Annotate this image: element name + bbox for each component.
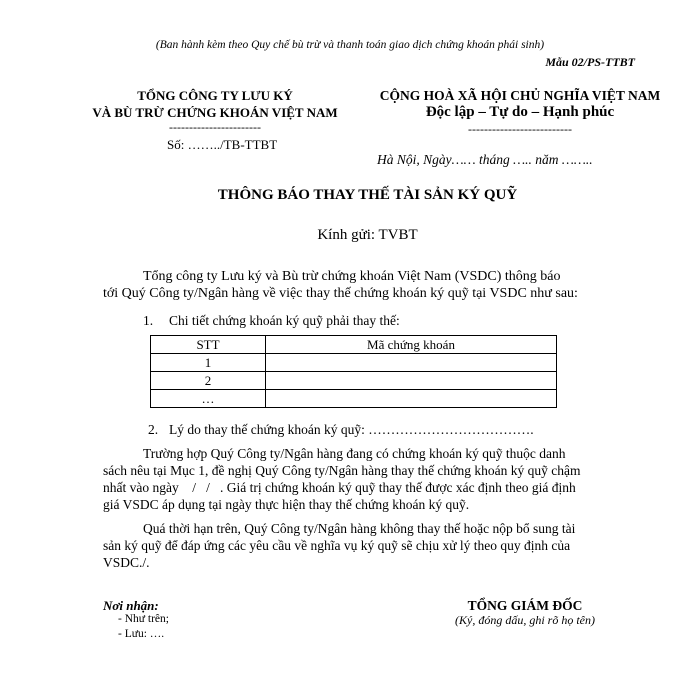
decree-note: (Ban hành kèm theo Quy chế bù trừ và thanh toán giao dịch chứng khoán phái sinh): [155, 39, 545, 51]
item-2-text: Lý do thay thế chứng khoán ký quỹ: ……………………………….: [169, 422, 534, 437]
para3-line-3: VSDC./.: [103, 555, 150, 570]
recipient-item: - Như trên;: [118, 613, 169, 625]
cell-security-code: [266, 354, 557, 372]
item-1-number: 1.: [143, 313, 154, 328]
nation-name: CỘNG HOÀ XÃ HỘI CHỦ NGHĨA VIỆT NAM: [379, 88, 661, 103]
para3-line-1: Quá thời hạn trên, Quý Công ty/Ngân hàng không thay thế hoặc nộp bổ sung tài: [143, 521, 576, 536]
signature-note: (Ký, đóng dấu, ghi rõ họ tên): [455, 613, 595, 627]
org-name-line1: TỔNG CÔNG TY LƯU KÝ: [137, 88, 293, 103]
org-name-line2: VÀ BÙ TRỪ CHỨNG KHOÁN VIỆT NAM: [92, 105, 338, 120]
document-number: Số: ……../TB-TTBT: [167, 137, 278, 152]
table-row: [151, 354, 557, 372]
table-row: [151, 390, 557, 408]
para2-line-2: sách nêu tại Mục 1, đề nghị Quý Công ty/Ngân hàng thay thế chứng khoán ký quỹ chậm: [103, 463, 581, 478]
intro-line-2: tới Quý Công ty/Ngân hàng về việc thay thế chứng khoán ký quỹ tại VSDC như sau:: [103, 286, 578, 301]
intro-line-1: Tổng công ty Lưu ký và Bù trừ chứng khoán Việt Nam (VSDC) thông báo: [143, 269, 561, 284]
table-header-row: [151, 336, 557, 354]
para2-line-4: giá VSDC áp dụng tại ngày thực hiện thay thế chứng khoán ký quỹ.: [103, 497, 470, 512]
form-code: Mẫu 02/PS-TTBT: [545, 55, 635, 69]
cell-stt: …: [151, 390, 266, 408]
date-line: Hà Nội, Ngày…… tháng ….. năm ……..: [377, 152, 593, 167]
cell-security-code: [266, 372, 557, 390]
recipient-line: Kính gửi: TVBT: [317, 227, 418, 243]
securities-table: [150, 335, 557, 408]
cell-stt: 1: [151, 354, 266, 372]
header-security-code: Mã chứng khoán: [266, 336, 557, 354]
item-1-text: Chi tiết chứng khoán ký quỹ phải thay thế:: [169, 313, 400, 328]
nation-motto: Độc lập – Tự do – Hạnh phúc: [425, 104, 615, 120]
document-title: THÔNG BÁO THAY THẾ TÀI SẢN KÝ QUỸ: [217, 187, 518, 203]
recipient-item: - Lưu: ….: [118, 628, 165, 640]
signature-title: TỔNG GIÁM ĐỐC: [467, 598, 583, 613]
header-stt: STT: [151, 336, 266, 354]
item-2-number: 2.: [148, 422, 159, 437]
table-row: [151, 372, 557, 390]
nation-divider: --------------------------: [468, 122, 572, 136]
para3-line-2: sản ký quỹ để đáp ứng các yêu cầu về nghĩa vụ ký quỹ sẽ chịu xử lý theo quy định của: [103, 538, 571, 553]
para2-line-3: nhất vào ngày / / . Giá trị chứng khoán ký quỹ thay thế được xác định theo giá định: [103, 480, 576, 495]
org-divider: -----------------------: [169, 120, 261, 134]
para2-line-1: Trường hợp Quý Công ty/Ngân hàng đang có chứng khoán ký quỹ thuộc danh: [143, 446, 566, 461]
cell-stt: 2: [151, 372, 266, 390]
recipients-label: Nơi nhận:: [103, 598, 159, 613]
cell-security-code: [266, 390, 557, 408]
